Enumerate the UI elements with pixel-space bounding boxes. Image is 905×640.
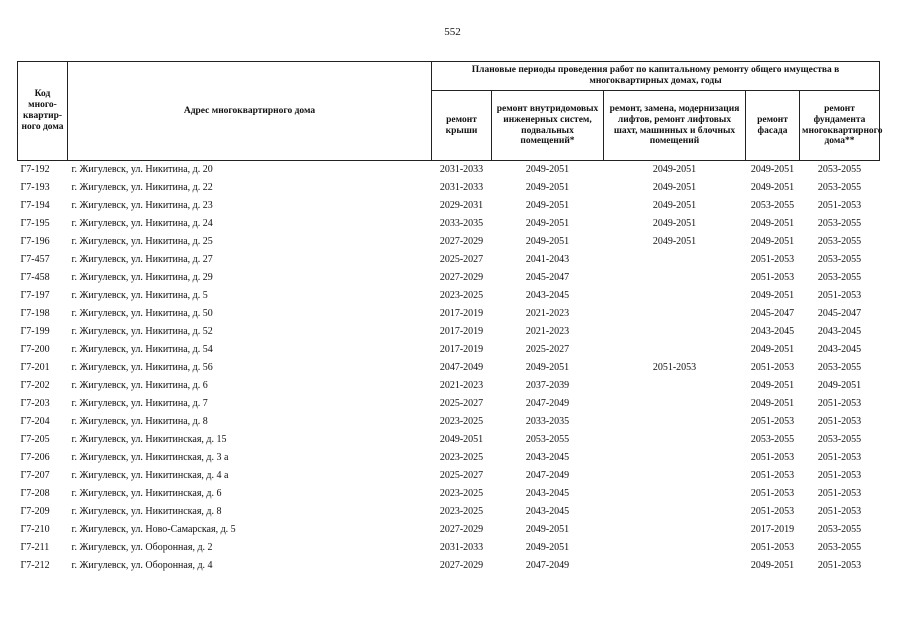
- table-row: [18, 539, 880, 557]
- table-row: [18, 323, 880, 341]
- cell-code: Г7-202: [20, 380, 50, 391]
- cell-lifts: [604, 467, 746, 485]
- cell-code: Г7-195: [20, 218, 50, 229]
- cell-systems: 2049-2051: [492, 161, 604, 180]
- cell-systems: 2047-2049: [525, 560, 570, 571]
- cell-facade: 2045-2047: [750, 308, 795, 319]
- cell-systems: 2049-2051: [525, 542, 570, 553]
- cell-address: г. Жигулевск, ул. Никитина, д. 50: [71, 308, 213, 319]
- table-row: [18, 521, 880, 539]
- cell-address: г. Жигулевск, ул. Никитина, д. 23: [71, 200, 213, 211]
- cell-foundation: 2053-2055: [817, 362, 862, 373]
- cell-roof: 2021-2023: [439, 380, 484, 391]
- cell-lifts: [604, 521, 746, 539]
- cell-address: г. Жигулевск, ул. Никитинская, д. 3 а: [71, 452, 229, 463]
- cell-code: Г7-197: [20, 290, 50, 301]
- cell-facade: 2049-2051: [746, 161, 800, 180]
- cell-systems: 2043-2045: [525, 290, 570, 301]
- cell-roof: 2023-2025: [439, 290, 484, 301]
- cell-facade: 2051-2053: [750, 254, 795, 265]
- cell-lifts: [604, 449, 746, 467]
- cell-code: Г7-210: [20, 524, 50, 535]
- cell-systems: 2049-2051: [525, 200, 570, 211]
- table-row: [18, 233, 880, 251]
- cell-roof: 2025-2027: [439, 254, 484, 265]
- cell-address: г. Жигулевск, ул. Никитина, д. 8: [71, 416, 208, 427]
- cell-lifts: [604, 251, 746, 269]
- header-facade: ремонт фасада: [746, 91, 800, 161]
- cell-address: г. Жигулевск, ул. Оборонная, д. 2: [71, 542, 213, 553]
- table-row: [18, 269, 880, 287]
- cell-address: г. Жигулевск, ул. Никитина, д. 29: [71, 272, 213, 283]
- header-roof: ремонт крыши: [432, 91, 492, 161]
- cell-foundation: 2051-2053: [817, 416, 862, 427]
- cell-code: Г7-207: [20, 470, 50, 481]
- cell-facade: 2051-2053: [750, 542, 795, 553]
- cell-foundation: 2051-2053: [817, 452, 862, 463]
- cell-roof: 2027-2029: [439, 272, 484, 283]
- cell-systems: 2021-2023: [525, 308, 570, 319]
- cell-roof: 2031-2033: [439, 542, 484, 553]
- cell-facade: 2051-2053: [750, 272, 795, 283]
- cell-lifts: 2051-2053: [652, 362, 697, 373]
- table-row: [18, 449, 880, 467]
- table-row: [18, 395, 880, 413]
- cell-foundation: 2051-2053: [817, 470, 862, 481]
- cell-lifts: [604, 305, 746, 323]
- cell-code: Г7-193: [20, 182, 50, 193]
- cell-lifts: [604, 485, 746, 503]
- cell-facade: 2053-2055: [750, 434, 795, 445]
- cell-address: г. Жигулевск, ул. Никитина, д. 6: [71, 380, 208, 391]
- cell-facade: 2049-2051: [750, 290, 795, 301]
- cell-roof: 2023-2025: [439, 506, 484, 517]
- cell-facade: 2049-2051: [750, 218, 795, 229]
- header-address: Адрес многоквартирного дома: [68, 62, 432, 161]
- cell-facade: 2049-2051: [750, 560, 795, 571]
- cell-facade: 2051-2053: [750, 362, 795, 373]
- cell-address: г. Жигулевск, ул. Никитина, д. 56: [71, 362, 213, 373]
- cell-roof: 2027-2029: [439, 560, 484, 571]
- cell-systems: 2043-2045: [525, 452, 570, 463]
- cell-code: Г7-201: [20, 362, 50, 373]
- header-systems: ремонт внутридомовых инженерных систем, подвальных помещений*: [492, 91, 604, 161]
- cell-facade: 2049-2051: [750, 398, 795, 409]
- cell-code: Г7-196: [20, 236, 50, 247]
- cell-lifts: [604, 539, 746, 557]
- cell-facade: 2049-2051: [750, 236, 795, 247]
- header-foundation: ремонт фундамента многоквартирного дома**: [800, 91, 880, 161]
- cell-address: г. Жигулевск, ул. Ново-Самарская, д. 5: [71, 524, 236, 535]
- cell-foundation: 2051-2053: [817, 506, 862, 517]
- cell-foundation: 2053-2055: [817, 182, 862, 193]
- cell-roof: 2029-2031: [439, 200, 484, 211]
- cell-address: г. Жигулевск, ул. Никитина, д. 54: [71, 344, 213, 355]
- cell-code: Г7-198: [20, 308, 50, 319]
- cell-address: г. Жигулевск, ул. Никитина, д. 5: [71, 290, 208, 301]
- header-periods-group: Плановые периоды проведения работ по капитальному ремонту общего имущества в многоквартирных домах, годы: [432, 62, 880, 91]
- cell-systems: 2043-2045: [525, 488, 570, 499]
- cell-code: Г7-209: [20, 506, 50, 517]
- table-row: [18, 413, 880, 431]
- table-row: [18, 467, 880, 485]
- cell-code: Г7-457: [20, 254, 50, 265]
- cell-roof: 2047-2049: [439, 362, 484, 373]
- table-row: [18, 485, 880, 503]
- cell-roof: 2031-2033: [432, 161, 492, 180]
- cell-lifts: [604, 503, 746, 521]
- cell-lifts: 2049-2051: [652, 182, 697, 193]
- table-row: [18, 179, 880, 197]
- header-lifts: ремонт, замена, модернизация лифтов, ремонт лифтовых шахт, машинных и блочных помещений: [604, 91, 746, 161]
- cell-systems: 2049-2051: [525, 524, 570, 535]
- cell-facade: 2049-2051: [750, 344, 795, 355]
- cell-foundation: 2053-2055: [817, 542, 862, 553]
- cell-roof: 2027-2029: [439, 236, 484, 247]
- cell-foundation: 2053-2055: [817, 218, 862, 229]
- cell-foundation: 2051-2053: [817, 200, 862, 211]
- header-code: Код много-квартир-ного дома: [18, 62, 68, 161]
- cell-systems: 2049-2051: [525, 236, 570, 247]
- cell-facade: 2051-2053: [750, 452, 795, 463]
- page-number: 552: [444, 26, 461, 38]
- table-row: [18, 341, 880, 359]
- cell-lifts: [604, 557, 746, 575]
- cell-roof: 2023-2025: [439, 416, 484, 427]
- table-row: [18, 377, 880, 395]
- cell-lifts: [604, 323, 746, 341]
- cell-systems: 2049-2051: [525, 218, 570, 229]
- cell-facade: 2049-2051: [750, 380, 795, 391]
- cell-systems: 2021-2023: [525, 326, 570, 337]
- table-body: [18, 161, 880, 576]
- table-row: [18, 215, 880, 233]
- cell-facade: 2049-2051: [750, 182, 795, 193]
- cell-address: г. Жигулевск, ул. Никитинская, д. 4 а: [71, 470, 229, 481]
- cell-code: Г7-200: [20, 344, 50, 355]
- table-row: [18, 557, 880, 575]
- cell-facade: 2051-2053: [750, 470, 795, 481]
- cell-address: г. Жигулевск, ул. Никитина, д. 25: [71, 236, 213, 247]
- table-row: [18, 503, 880, 521]
- cell-code: Г7-204: [20, 416, 50, 427]
- cell-systems: 2047-2049: [525, 398, 570, 409]
- cell-facade: 2051-2053: [750, 488, 795, 499]
- table-row: [18, 251, 880, 269]
- cell-systems: 2047-2049: [525, 470, 570, 481]
- cell-systems: 2049-2051: [525, 362, 570, 373]
- cell-roof: 2027-2029: [439, 524, 484, 535]
- cell-code: Г7-208: [20, 488, 50, 499]
- cell-facade: 2043-2045: [750, 326, 795, 337]
- cell-lifts: 2049-2051: [652, 200, 697, 211]
- cell-systems: 2053-2055: [525, 434, 570, 445]
- cell-code: Г7-205: [20, 434, 50, 445]
- cell-lifts: 2049-2051: [652, 218, 697, 229]
- cell-code: Г7-199: [20, 326, 50, 337]
- cell-roof: 2017-2019: [439, 344, 484, 355]
- cell-address: г. Жигулевск, ул. Никитина, д. 7: [71, 398, 208, 409]
- cell-foundation: 2043-2045: [817, 344, 862, 355]
- cell-code: Г7-212: [20, 560, 50, 571]
- cell-code: Г7-194: [20, 200, 50, 211]
- cell-systems: 2049-2051: [525, 182, 570, 193]
- cell-systems: 2037-2039: [525, 380, 570, 391]
- cell-foundation: 2045-2047: [817, 308, 862, 319]
- cell-address: г. Жигулевск, ул. Никитина, д. 24: [71, 218, 213, 229]
- cell-code: Г7-458: [20, 272, 50, 283]
- cell-foundation: 2053-2055: [817, 236, 862, 247]
- cell-roof: 2049-2051: [439, 434, 484, 445]
- cell-code: Г7-206: [20, 452, 50, 463]
- cell-facade: 2053-2055: [750, 200, 795, 211]
- cell-foundation: 2043-2045: [817, 326, 862, 337]
- cell-address: г. Жигулевск, ул. Никитинская, д. 6: [71, 488, 222, 499]
- cell-foundation: 2051-2053: [817, 398, 862, 409]
- cell-roof: 2017-2019: [439, 308, 484, 319]
- cell-lifts: [604, 287, 746, 305]
- cell-lifts: [604, 431, 746, 449]
- cell-foundation: 2053-2055: [817, 524, 862, 535]
- cell-systems: 2043-2045: [525, 506, 570, 517]
- cell-roof: 2031-2033: [439, 182, 484, 193]
- cell-address: г. Жигулевск, ул. Никитина, д. 22: [71, 182, 213, 193]
- cell-lifts: [604, 377, 746, 395]
- cell-systems: 2045-2047: [525, 272, 570, 283]
- cell-lifts: 2049-2051: [604, 161, 746, 180]
- cell-foundation: 2051-2053: [817, 488, 862, 499]
- cell-systems: 2033-2035: [525, 416, 570, 427]
- cell-roof: 2033-2035: [439, 218, 484, 229]
- cell-address: г. Жигулевск, ул. Никитина, д. 20: [68, 161, 432, 180]
- cell-foundation: 2053-2055: [800, 161, 880, 180]
- cell-code: Г7-192: [18, 161, 68, 180]
- cell-facade: 2017-2019: [750, 524, 795, 535]
- cell-systems: 2025-2027: [525, 344, 570, 355]
- cell-code: Г7-211: [20, 542, 50, 553]
- cell-roof: 2025-2027: [439, 398, 484, 409]
- cell-foundation: 2053-2055: [817, 272, 862, 283]
- cell-roof: 2023-2025: [439, 452, 484, 463]
- cell-roof: 2023-2025: [439, 488, 484, 499]
- table-row: [18, 359, 880, 377]
- cell-address: г. Жигулевск, ул. Никитинская, д. 15: [71, 434, 227, 445]
- cell-foundation: 2051-2053: [817, 290, 862, 301]
- table-row: [18, 161, 880, 180]
- cell-foundation: 2053-2055: [817, 434, 862, 445]
- cell-lifts: [604, 341, 746, 359]
- table-row: [18, 197, 880, 215]
- cell-address: г. Жигулевск, ул. Никитинская, д. 8: [71, 506, 222, 517]
- cell-address: г. Жигулевск, ул. Никитина, д. 27: [71, 254, 213, 265]
- cell-lifts: [604, 269, 746, 287]
- cell-lifts: [604, 413, 746, 431]
- capital-repair-table: [17, 61, 883, 575]
- cell-facade: 2051-2053: [750, 506, 795, 517]
- table-row: [18, 431, 880, 449]
- cell-foundation: 2053-2055: [817, 254, 862, 265]
- cell-systems: 2041-2043: [525, 254, 570, 265]
- cell-lifts: [604, 395, 746, 413]
- table-header: [18, 62, 883, 161]
- cell-foundation: 2051-2053: [817, 560, 862, 571]
- cell-address: г. Жигулевск, ул. Никитина, д. 52: [71, 326, 213, 337]
- cell-foundation: 2049-2051: [817, 380, 862, 391]
- cell-code: Г7-203: [20, 398, 50, 409]
- cell-lifts: 2049-2051: [652, 236, 697, 247]
- cell-roof: 2025-2027: [439, 470, 484, 481]
- cell-address: г. Жигулевск, ул. Оборонная, д. 4: [71, 560, 213, 571]
- table-row: [18, 287, 880, 305]
- cell-roof: 2017-2019: [439, 326, 484, 337]
- cell-facade: 2051-2053: [750, 416, 795, 427]
- table-row: [18, 305, 880, 323]
